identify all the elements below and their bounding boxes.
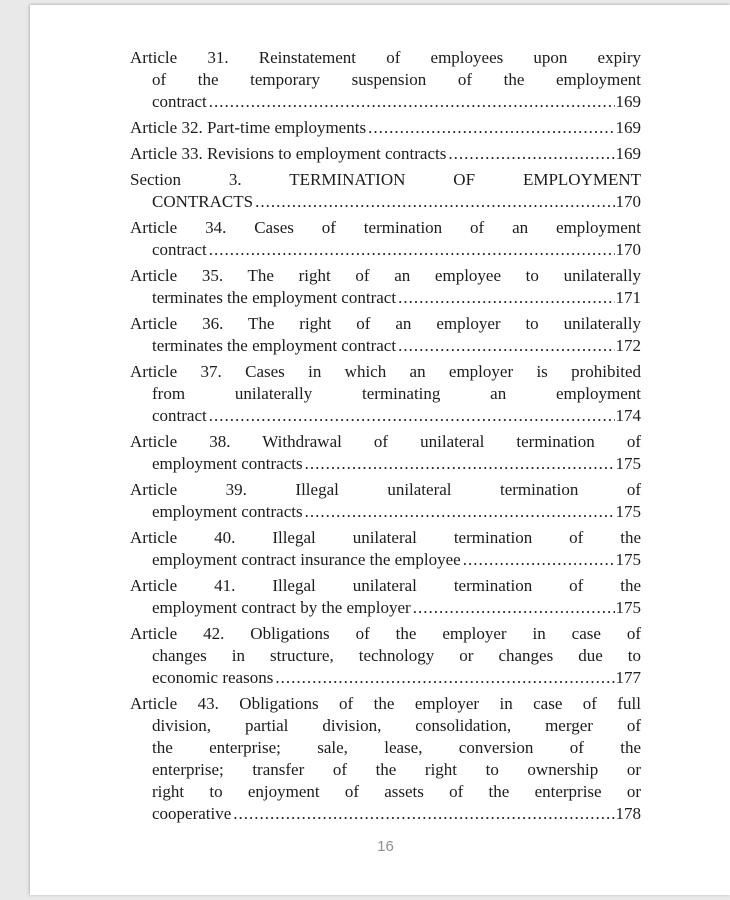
toc-page-ref: 178 — [615, 804, 641, 823]
toc-entry-text: cooperative — [152, 804, 232, 823]
toc-entry-text: CONTRACTS — [152, 192, 254, 211]
toc-line: Article 43. Obligations of the employer in case of full — [130, 694, 641, 713]
toc-entry-text: terminates the employment contract — [152, 336, 397, 355]
table-of-contents — [130, 47, 641, 829]
toc-line — [130, 501, 641, 523]
toc-entry — [130, 623, 641, 689]
toc-entry — [130, 361, 641, 427]
toc-page-ref: 175 — [615, 454, 641, 473]
dot-leader — [209, 91, 615, 113]
toc-page-ref: 174 — [615, 406, 641, 425]
dot-leader — [368, 117, 614, 139]
dot-leader — [209, 239, 615, 261]
toc-entry — [130, 47, 641, 113]
dot-leader — [463, 549, 615, 571]
toc-line — [130, 143, 641, 165]
toc-entry-text: contract — [152, 406, 207, 425]
dot-leader — [305, 501, 615, 523]
toc-line: from unilaterally terminating an employment — [152, 384, 641, 403]
dot-leader — [233, 803, 614, 825]
toc-line — [130, 191, 641, 213]
toc-list — [130, 47, 641, 825]
dot-leader — [209, 405, 615, 427]
toc-page-ref: 171 — [615, 288, 641, 307]
toc-page-ref: 170 — [615, 192, 641, 211]
toc-entry-text: employment contracts — [152, 454, 303, 473]
toc-entry-text: terminates the employment contract — [152, 288, 397, 307]
toc-line — [130, 405, 641, 427]
toc-page-ref: 177 — [615, 668, 641, 687]
toc-line — [130, 335, 641, 357]
toc-line — [130, 239, 641, 261]
toc-line: Article 39. Illegal unilateral termination of — [130, 480, 641, 499]
toc-line: enterprise; transfer of the right to ownership or — [152, 760, 641, 779]
toc-line: Article 38. Withdrawal of unilateral termination of — [130, 432, 641, 451]
toc-line: Article 40. Illegal unilateral termination of the — [130, 528, 641, 547]
dot-leader — [398, 287, 614, 309]
toc-page-ref: 169 — [615, 144, 641, 163]
toc-entry — [130, 265, 641, 309]
toc-page-ref: 172 — [615, 336, 641, 355]
document-page — [30, 5, 730, 895]
toc-page-ref: 175 — [615, 502, 641, 521]
toc-entry-text: contract — [152, 240, 207, 259]
dot-leader — [305, 453, 615, 475]
toc-line — [130, 117, 641, 139]
toc-line — [130, 803, 641, 825]
toc-entry-text: employment contract by the employer — [152, 598, 411, 617]
toc-line — [130, 549, 641, 571]
toc-line: Article 34. Cases of termination of an employment — [130, 218, 641, 237]
toc-entry — [130, 431, 641, 475]
toc-line — [130, 667, 641, 689]
toc-line: Article 31. Reinstatement of employees upon expiry — [130, 48, 641, 67]
toc-line: changes in structure, technology or changes due to — [152, 646, 641, 665]
toc-entry-text: employment contracts — [152, 502, 303, 521]
toc-entry — [130, 479, 641, 523]
toc-line — [130, 287, 641, 309]
toc-line: Article 36. The right of an employer to unilaterally — [130, 314, 641, 333]
toc-line — [130, 91, 641, 113]
toc-line: Article 35. The right of an employee to unilaterally — [130, 266, 641, 285]
toc-page-ref: 170 — [615, 240, 641, 259]
footer-page-number: 16 — [377, 838, 394, 855]
toc-line: the enterprise; sale, lease, conversion of the — [152, 738, 641, 757]
toc-entry-text: Article 32. Part-time employments — [130, 118, 367, 137]
dot-leader — [275, 667, 614, 689]
toc-line — [130, 597, 641, 619]
dot-leader — [413, 597, 615, 619]
toc-line: Article 42. Obligations of the employer in case of — [130, 624, 641, 643]
dot-leader — [448, 143, 614, 165]
toc-entry — [130, 169, 641, 213]
toc-line: division, partial division, consolidation, merger of — [152, 716, 641, 735]
toc-entry — [130, 217, 641, 261]
toc-entry-text: employment contract insurance the employee — [152, 550, 461, 569]
toc-line: Article 37. Cases in which an employer is prohibited — [130, 362, 641, 381]
toc-line: Article 41. Illegal unilateral termination of the — [130, 576, 641, 595]
toc-entry — [130, 117, 641, 139]
toc-entry-text: Article 33. Revisions to employment contracts — [130, 144, 447, 163]
toc-entry — [130, 313, 641, 357]
toc-entry-text: economic reasons — [152, 668, 274, 687]
toc-entry — [130, 693, 641, 825]
dot-leader — [398, 335, 614, 357]
toc-line: of the temporary suspension of the employment — [152, 70, 641, 89]
toc-entry — [130, 575, 641, 619]
toc-line — [130, 453, 641, 475]
toc-entry — [130, 143, 641, 165]
toc-page-ref: 175 — [615, 550, 641, 569]
toc-line: Section 3. TERMINATION OF EMPLOYMENT — [130, 170, 641, 189]
toc-page-ref: 169 — [615, 118, 641, 137]
toc-entry-text: contract — [152, 92, 207, 111]
dot-leader — [255, 191, 614, 213]
toc-page-ref: 175 — [615, 598, 641, 617]
toc-entry — [130, 527, 641, 571]
toc-line: right to enjoyment of assets of the enterprise or — [152, 782, 641, 801]
toc-page-ref: 169 — [615, 92, 641, 111]
